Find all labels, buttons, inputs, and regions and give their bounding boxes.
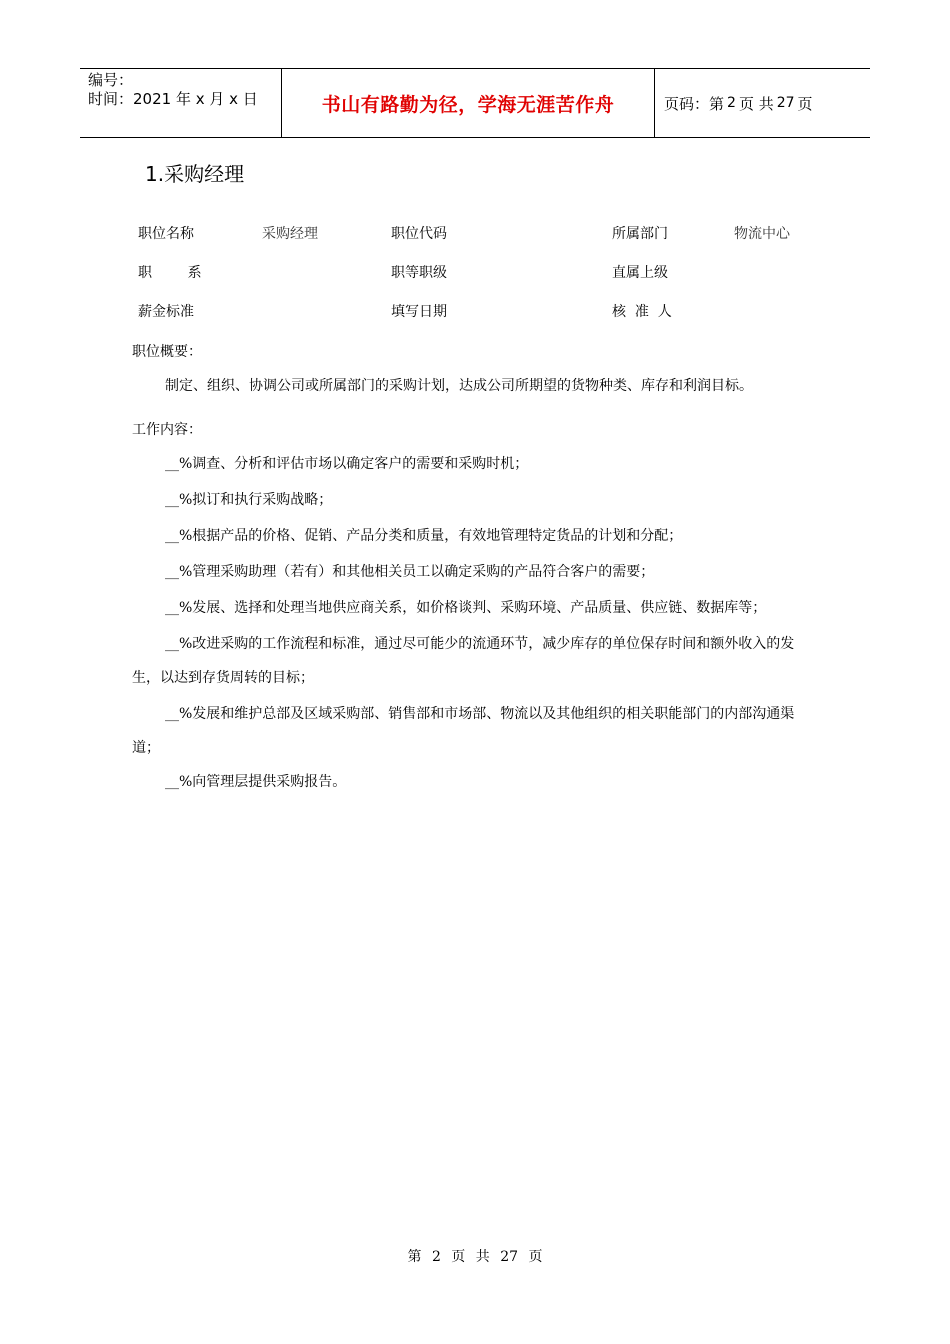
header-motto: 书山有路勤为径，学海无涯苦作舟: [321, 93, 615, 116]
fill-date-label: 填写日期: [391, 304, 447, 320]
overview-text-body: 制定、组织、协调公司或所属部门的采购计划，达成公司所期望的货物种类、库存和利润目标。: [165, 378, 753, 394]
duty-item: [132, 765, 812, 799]
department-label: 所属部门: [612, 226, 668, 242]
page-footer: 第 2 页 共 27 页: [407, 1249, 543, 1265]
position-name-label: 职位名称: [138, 226, 194, 242]
section-title: 1.采购经理: [145, 162, 245, 186]
salary-label: 薪金标准: [138, 304, 194, 320]
duty-item: [132, 519, 812, 553]
supervisor-label: 直属上级: [612, 265, 668, 281]
grade-label: 职等职级: [391, 265, 447, 281]
duty-item-text: __%拟订和执行采购战略；: [165, 492, 333, 508]
series-label: 职 系: [138, 265, 202, 281]
duty-item-text: __%管理采购助理（若有）和其他相关员工以确定采购的产品符合客户的需要；: [165, 564, 655, 580]
duty-item-text: __%向管理层提供采购报告。: [165, 774, 347, 790]
header-meta: [88, 71, 258, 109]
page-total: 27: [776, 95, 795, 111]
document-number-label: 编号：: [88, 71, 134, 89]
header-page-indicator: [664, 69, 813, 137]
duty-item: [132, 591, 812, 625]
duty-item: [132, 447, 812, 481]
approver-label: 核 准 人: [612, 304, 672, 320]
overview-heading: 职位概要：: [132, 344, 202, 360]
position-name-value: 采购经理: [262, 226, 318, 242]
duty-item: [132, 555, 812, 589]
duty-item: [132, 483, 812, 517]
duty-item-text: __%发展和维护总部及区域采购部、销售部和市场部、物流以及其他组织的相关职能部门的内部沟通渠道；: [132, 706, 795, 756]
overview-text: [132, 369, 812, 403]
duty-item: [132, 627, 812, 695]
document-header: [80, 68, 870, 138]
page-prefix: 页码：第: [664, 94, 725, 113]
page-current: 2: [727, 95, 736, 111]
duty-item-text: __%发展、选择和处理当地供应商关系，如价格谈判、采购环境、产品质量、供应链、数据库等；: [165, 600, 767, 616]
position-code-label: 职位代码: [391, 226, 447, 242]
duty-item: [132, 697, 812, 765]
duty-item-text: __%改进采购的工作流程和标准，通过尽可能少的流通环节，减少库存的单位保存时间和额外收入的发生，以达到存货周转的目标；: [132, 636, 795, 686]
document-time-label: 时间：2021 年 x 月 x 日: [88, 90, 258, 108]
department-value: 物流中心: [734, 226, 790, 242]
duty-item-text: __%根据产品的价格、促销、产品分类和质量，有效地管理特定货品的计划和分配；: [165, 528, 683, 544]
duties-heading: 工作内容：: [132, 422, 202, 438]
header-divider: [654, 69, 655, 137]
page-suffix: 页: [797, 94, 813, 113]
page-mid: 页 共: [738, 94, 774, 113]
duty-item-text: __%调查、分析和评估市场以确定客户的需要和采购时机；: [165, 456, 529, 472]
